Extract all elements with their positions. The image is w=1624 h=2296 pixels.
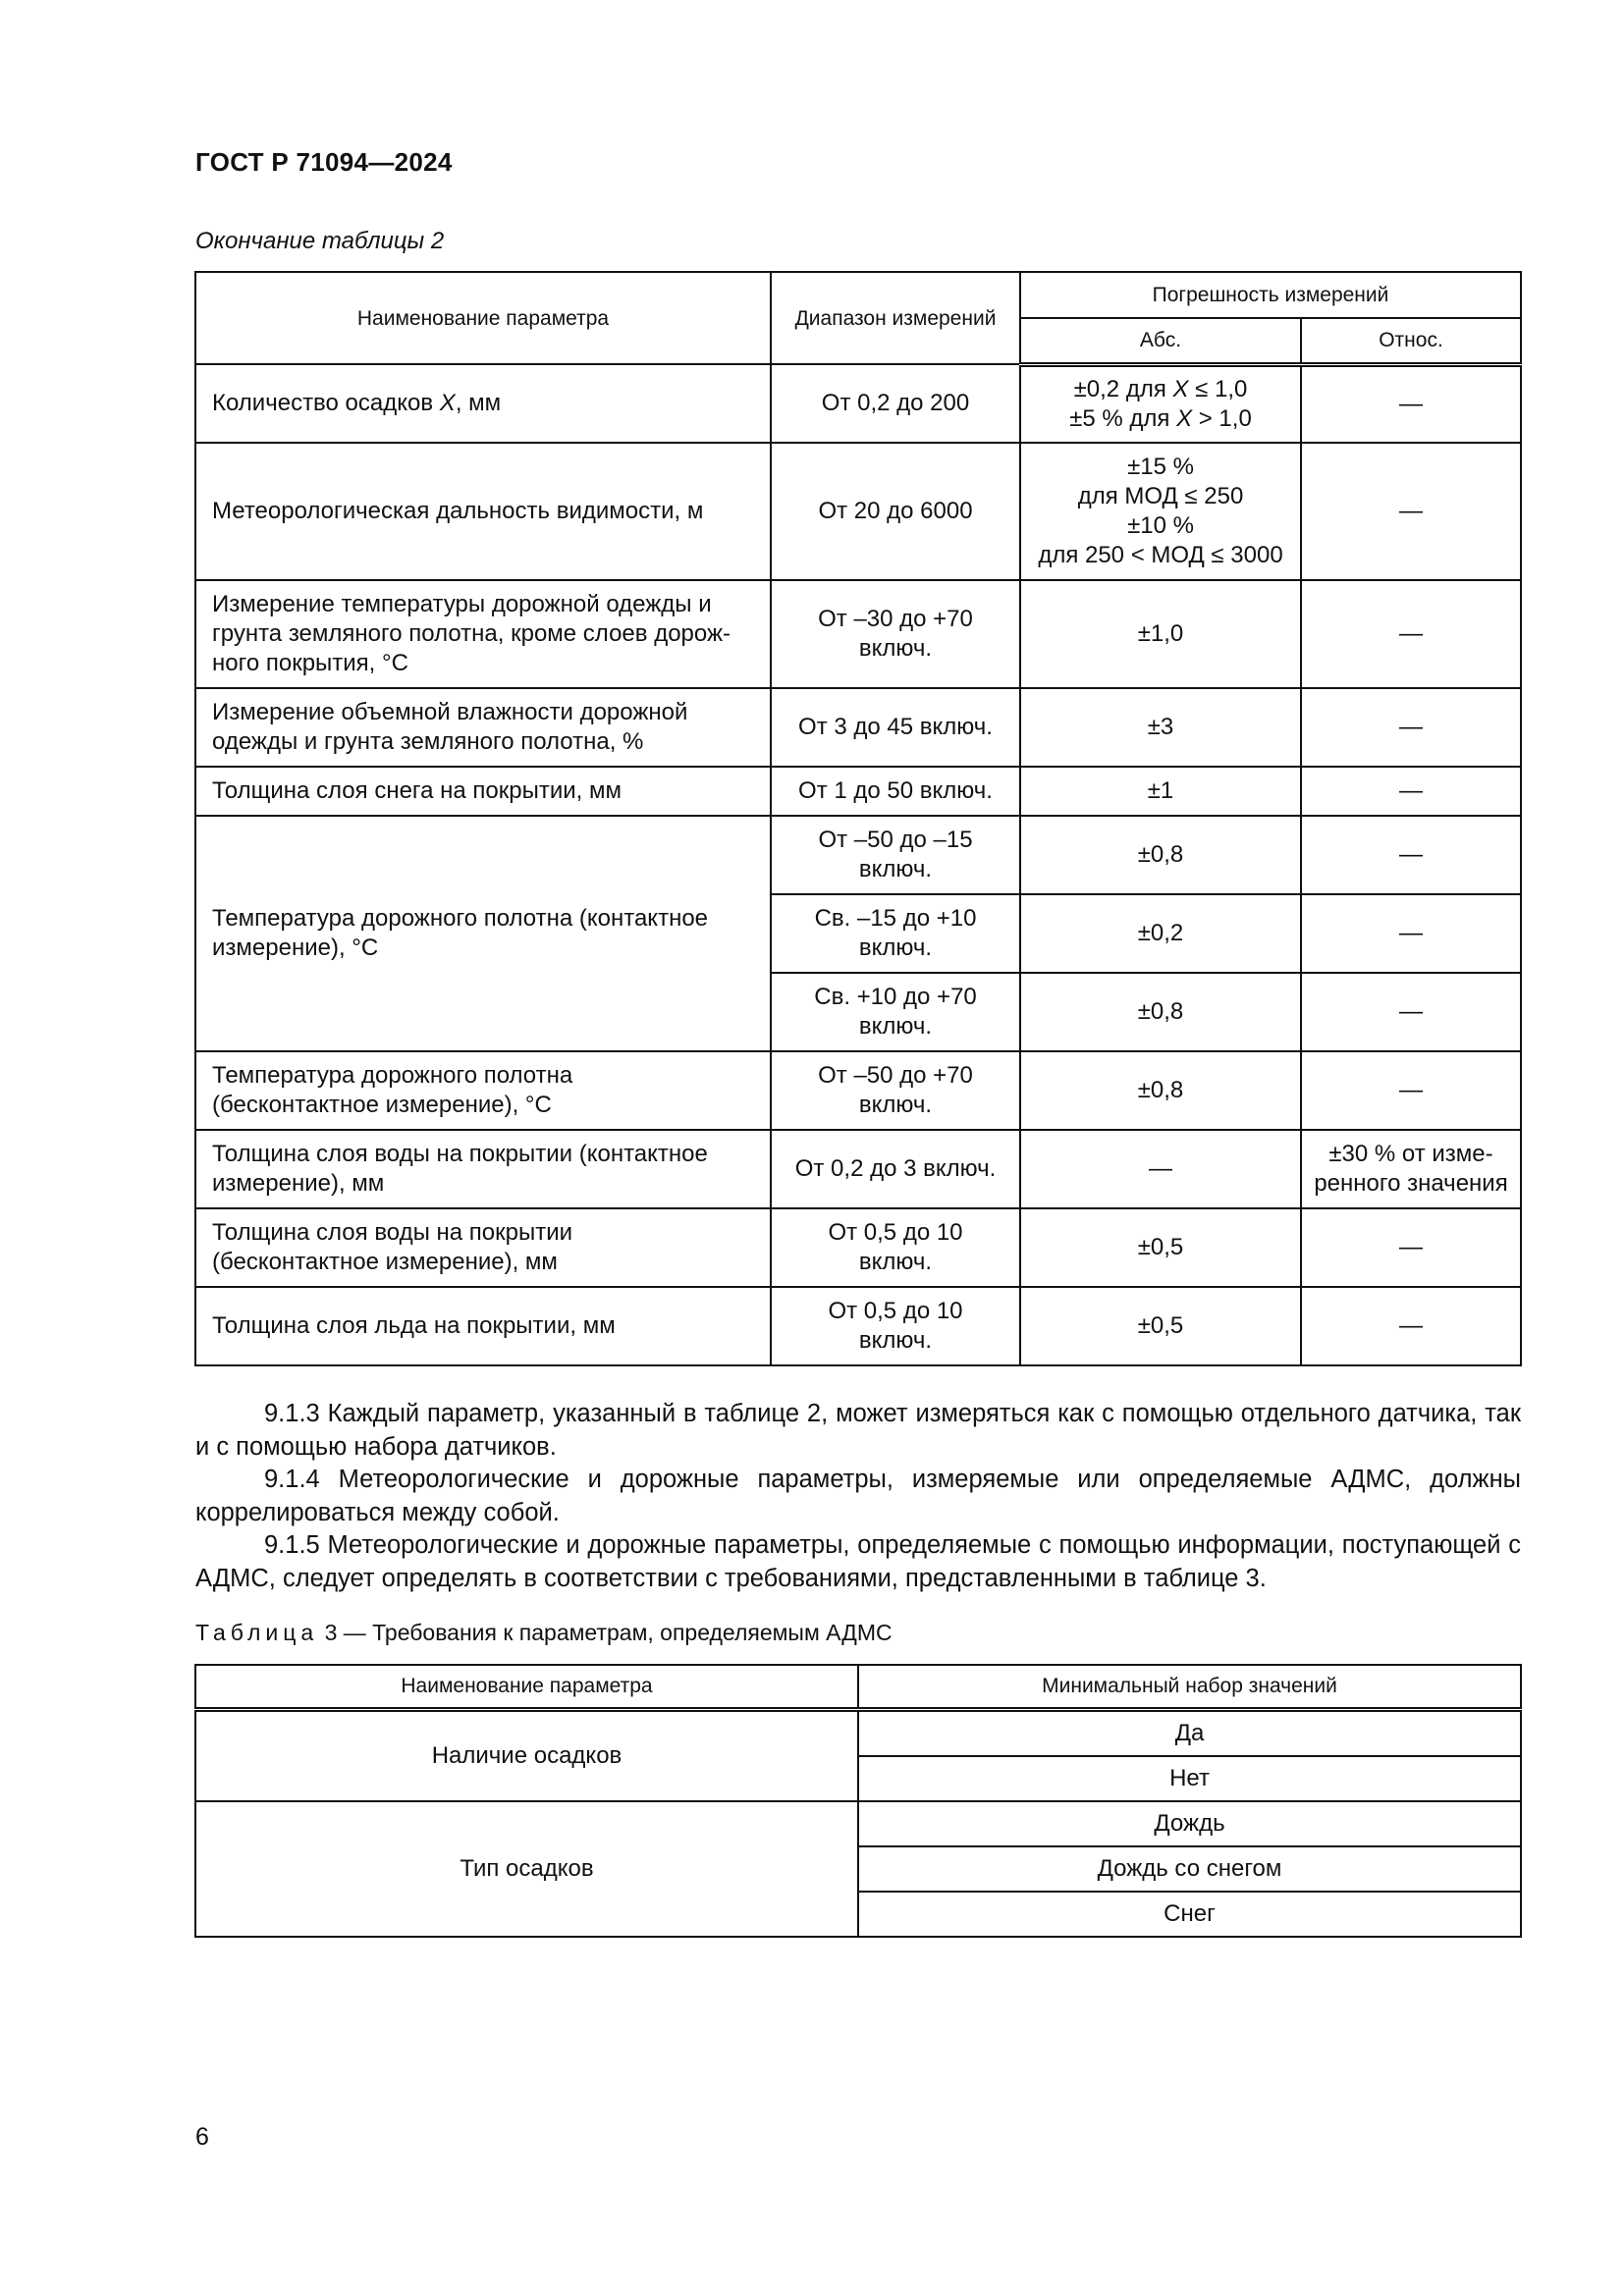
rel-error-value: — xyxy=(1301,1051,1521,1130)
range-value: От 20 до 6000 xyxy=(771,443,1020,580)
table-3-caption-title: 3 — Требования к параметрам, определяемым АДМС xyxy=(318,1620,893,1645)
abs-error-value: ±3 xyxy=(1020,688,1301,767)
rel-error-value: — xyxy=(1301,894,1521,973)
paragraph-9-1-3: 9.1.3 Каждый параметр, указанный в таблице 2, может измеряться как с помощью отдельного датчика, так и с помощью набора датчиков. xyxy=(195,1400,1521,1461)
table-row xyxy=(195,688,1521,767)
param-name: Наличие осадков xyxy=(195,1710,858,1802)
range-value: Св. +10 до +70 включ. xyxy=(771,973,1020,1051)
value-cell: Дождь xyxy=(858,1801,1521,1846)
abs-error-value: ±15 % для МОД ≤ 250 ±10 % для 250 < МОД ≤ 3000 xyxy=(1020,443,1301,580)
header-min-values: Минимальный набор значений xyxy=(858,1665,1521,1710)
rel-error-value: — xyxy=(1301,1287,1521,1365)
header-range: Диапазон измерений xyxy=(771,272,1020,364)
abs-error-value: ±1,0 xyxy=(1020,580,1301,688)
table-row xyxy=(195,364,1521,443)
param-name: Толщина слоя воды на покрытии (бесконтактное измерение), мм xyxy=(195,1208,771,1287)
table-3 xyxy=(194,1664,1522,1938)
param-name: Измерение объемной влажности дорожной одежды и грунта земляного полотна, % xyxy=(195,688,771,767)
range-value: От 0,2 до 200 xyxy=(771,364,1020,443)
value-cell: Нет xyxy=(858,1756,1521,1801)
param-name: Тип осадков xyxy=(195,1801,858,1937)
document-header: ГОСТ Р 71094—2024 xyxy=(195,147,453,177)
abs-error-value: ±0,5 xyxy=(1020,1208,1301,1287)
table-3-caption xyxy=(195,1620,893,1646)
rel-error-value: ±30 % от изме- ренного значения xyxy=(1301,1130,1521,1208)
rel-error-value: — xyxy=(1301,443,1521,580)
header-error: Погрешность измерений xyxy=(1020,272,1521,318)
table-row xyxy=(195,1051,1521,1130)
param-name: Метеорологическая дальность видимости, м xyxy=(195,443,771,580)
abs-error-value: — xyxy=(1020,1130,1301,1208)
rel-error-value: — xyxy=(1301,688,1521,767)
range-value: От –50 до +70 включ. xyxy=(771,1051,1020,1130)
table-row xyxy=(195,1208,1521,1287)
table-row xyxy=(195,1710,1521,1757)
range-value: От 1 до 50 включ. xyxy=(771,767,1020,816)
param-name: Измерение температуры дорожной одежды и грунта земляного полотна, кроме слоев дорож- ного покрытия, °С xyxy=(195,580,771,688)
paragraph-9-1-4: 9.1.4 Метеорологические и дорожные параметры, измеряемые или определяемые АДМС, должны коррелироваться между собой. xyxy=(195,1466,1521,1526)
header-param-name: Наименование параметра xyxy=(195,1665,858,1710)
table-row xyxy=(195,816,1521,894)
page-number: 6 xyxy=(195,2123,209,2151)
rel-error-value: — xyxy=(1301,364,1521,443)
rel-error-value: — xyxy=(1301,580,1521,688)
table-row xyxy=(195,1801,1521,1846)
param-name: Температура дорожного полотна (бесконтактное измерение), °С xyxy=(195,1051,771,1130)
table-row xyxy=(195,580,1521,688)
rel-error-value: — xyxy=(1301,767,1521,816)
abs-error-value: ±0,8 xyxy=(1020,816,1301,894)
value-cell: Снег xyxy=(858,1892,1521,1937)
param-name: Толщина слоя снега на покрытии, мм xyxy=(195,767,771,816)
range-value: Св. –15 до +10 включ. xyxy=(771,894,1020,973)
rel-error-value: — xyxy=(1301,816,1521,894)
table-2-continuation-caption: Окончание таблицы 2 xyxy=(195,228,445,254)
value-cell: Дождь со снегом xyxy=(858,1846,1521,1892)
range-value: От 0,5 до 10 включ. xyxy=(771,1208,1020,1287)
table-row xyxy=(195,443,1521,580)
abs-error-value: ±0,2 xyxy=(1020,894,1301,973)
abs-error-value: ±0,5 xyxy=(1020,1287,1301,1365)
header-rel: Относ. xyxy=(1301,318,1521,364)
table-2 xyxy=(194,271,1522,1366)
table-row xyxy=(195,1287,1521,1365)
table-row xyxy=(195,767,1521,816)
range-value: От 3 до 45 включ. xyxy=(771,688,1020,767)
abs-error-value: ±0,8 xyxy=(1020,973,1301,1051)
abs-error-value: ±1 xyxy=(1020,767,1301,816)
rel-error-value: — xyxy=(1301,1208,1521,1287)
param-name: Количество осадков X, мм xyxy=(195,364,771,443)
rel-error-value: — xyxy=(1301,973,1521,1051)
body-text xyxy=(195,1398,1521,1595)
param-name: Толщина слоя воды на покрытии (контактное измерение), мм xyxy=(195,1130,771,1208)
abs-error-value: ±0,2 для X ≤ 1,0 ±5 % для X > 1,0 xyxy=(1020,364,1301,443)
table-row xyxy=(195,1130,1521,1208)
param-name: Толщина слоя льда на покрытии, мм xyxy=(195,1287,771,1365)
range-value: От 0,2 до 3 включ. xyxy=(771,1130,1020,1208)
range-value: От 0,5 до 10 включ. xyxy=(771,1287,1020,1365)
table-3-caption-label: Таблица xyxy=(195,1620,319,1645)
paragraph-9-1-5: 9.1.5 Метеорологические и дорожные параметры, определяемые с помощью информации, поступающей с АДМС, следует определять в соответствии с требованиями, представленными в таблице 3. xyxy=(195,1531,1521,1592)
range-value: От –30 до +70 включ. xyxy=(771,580,1020,688)
value-cell: Да xyxy=(858,1710,1521,1757)
abs-error-value: ±0,8 xyxy=(1020,1051,1301,1130)
header-abs: Абс. xyxy=(1020,318,1301,364)
header-param-name: Наименование параметра xyxy=(195,272,771,364)
param-name: Температура дорожного полотна (контактное измерение), °С xyxy=(195,816,771,1051)
range-value: От –50 до –15 включ. xyxy=(771,816,1020,894)
